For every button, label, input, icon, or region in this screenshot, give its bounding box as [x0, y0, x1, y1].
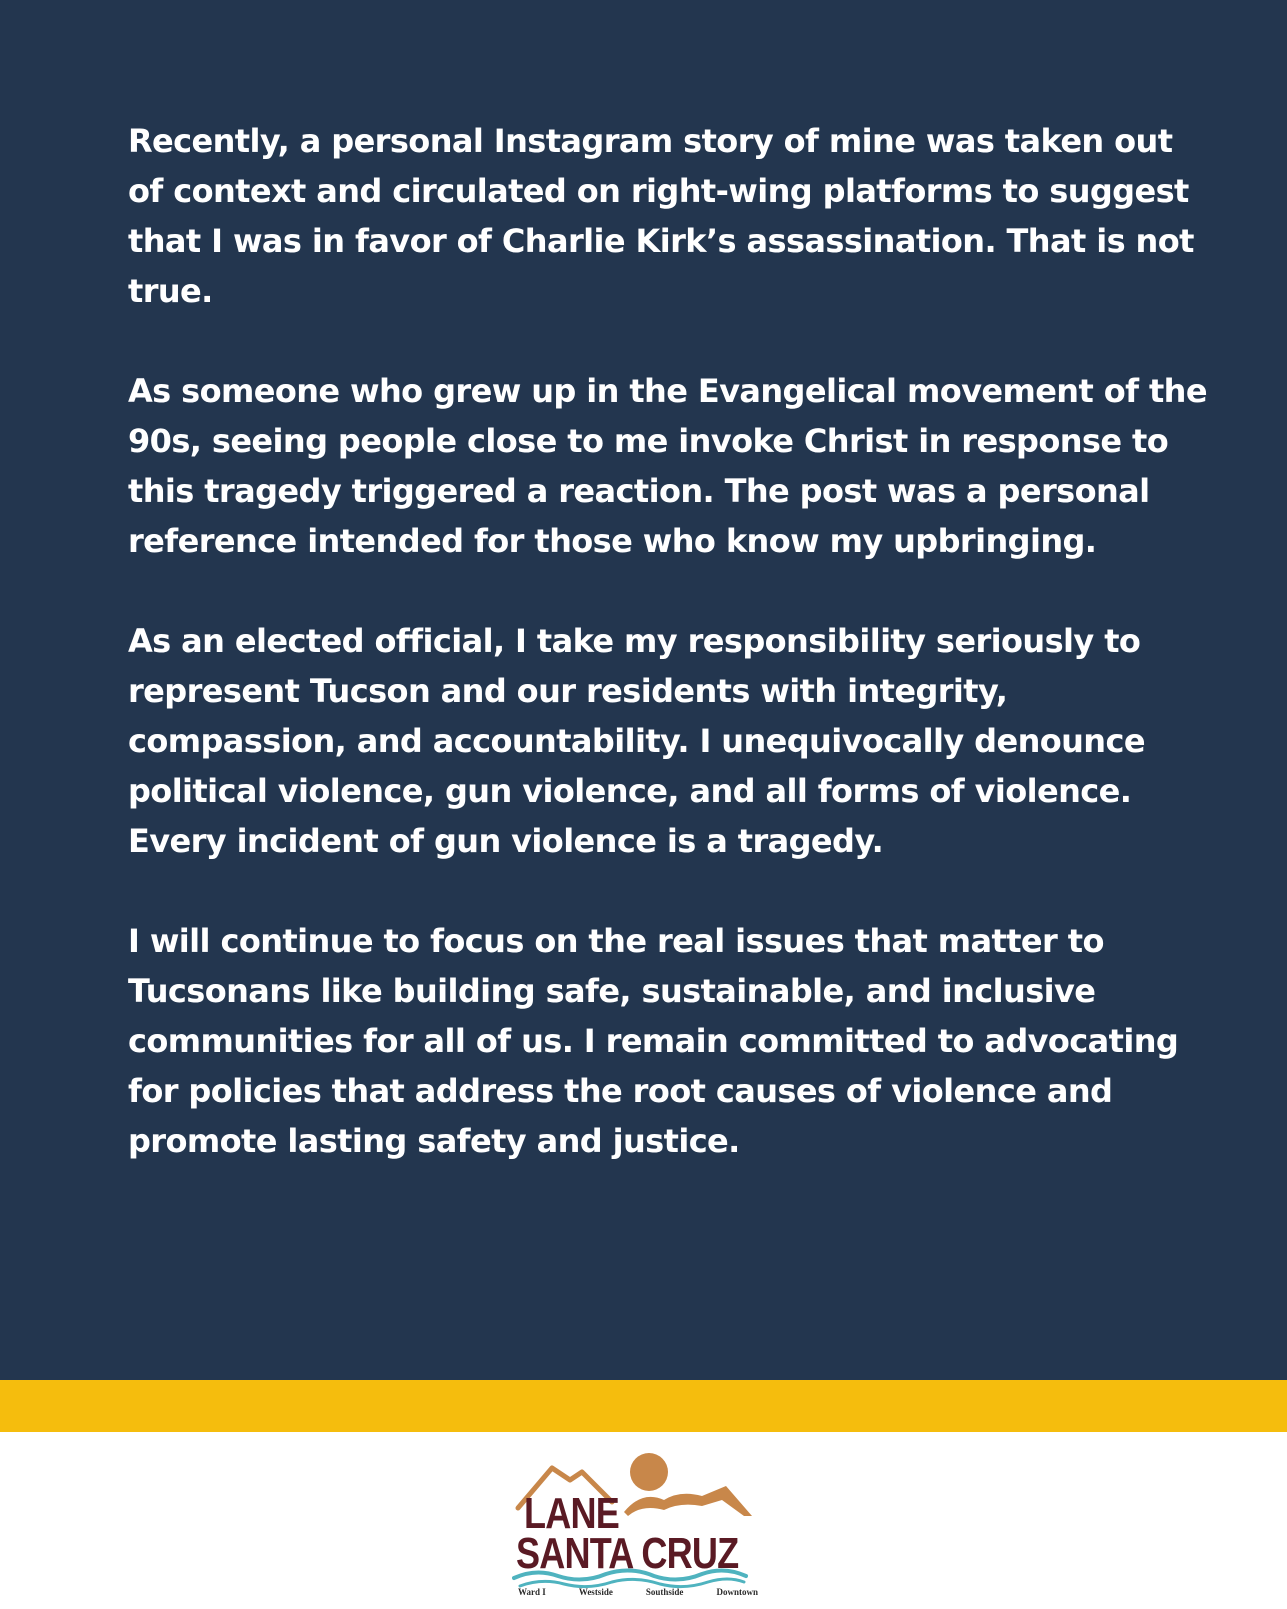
logo-area-downtown: Downtown	[716, 1587, 758, 1597]
logo-wave-bottom-icon	[520, 1579, 744, 1587]
statement-paragraph-4: I will continue to focus on the real issues that matter to Tucsonans like building safe, sustainable, and inclusive communities for all of us. I remain committed to advocating for policies that address the root causes of violence and promote lasting safety and justice.	[128, 922, 1179, 1160]
statement-body	[128, 116, 1208, 1216]
logo-area-southside: Southside	[645, 1587, 684, 1597]
statement-paragraph-2: As someone who grew up in the Evangelical movement of the 90s, seeing people close to me invoke Christ in response to this tragedy triggered a reaction. The post was a personal reference intended for those who know my upbringing.	[128, 372, 1207, 560]
logo-sun-icon	[630, 1453, 668, 1491]
logo-wordmark-santa-cruz: SANTA CRUZ	[516, 1529, 739, 1578]
campaign-logo	[512, 1450, 772, 1600]
logo-area-ward: Ward I	[518, 1587, 546, 1597]
statement-paragraph-1: Recently, a personal Instagram story of mine was taken out of context and circulated on right-wing platforms to suggest that I was in favor of Charlie Kirk’s assassination. That is not true.	[128, 122, 1194, 310]
statement-paragraph-3: As an elected official, I take my responsibility seriously to represent Tucson and our residents with integrity, compassion, and accountability. I unequivocally denounce political violence, gun violence, and all forms of violence. Every incident of gun violence is a tragedy.	[128, 622, 1145, 860]
logo-area-westside: Westside	[578, 1587, 613, 1597]
footer	[0, 1432, 1287, 1609]
logo-wordmark-lane: LANE	[524, 1489, 619, 1538]
logo-area-list	[518, 1587, 758, 1597]
logo-right-mountain-icon	[624, 1486, 752, 1516]
accent-stripe	[0, 1380, 1287, 1432]
